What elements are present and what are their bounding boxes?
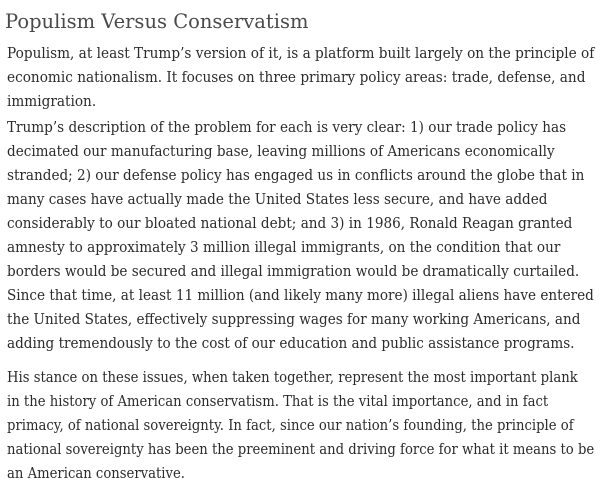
paragraph-line: primacy, of national sovereignty. In fact, since our nation’s founding, the principle of [7, 417, 574, 434]
paragraph-line: Trump’s description of the problem for each is very clear: 1) our trade policy has [7, 119, 567, 136]
paragraph-1 [7, 42, 600, 114]
paragraph-line: His stance on these issues, when taken together, represent the most important plank [7, 369, 578, 386]
paragraph-line: adding tremendously to the cost of our education and public assistance programs. [7, 335, 575, 352]
paragraph-line: decimated our manufacturing base, leaving millions of Americans economically [7, 143, 555, 160]
paragraph-line: economic nationalism. It focuses on three primary policy areas: trade, defense, and [7, 69, 586, 86]
paragraph-2 [7, 116, 600, 356]
paragraph-line: national sovereignty has been the preeminent and driving force for what it means to be [7, 441, 595, 458]
article-heading: Populism Versus Conservatism [5, 10, 309, 33]
paragraph-line: an American conservative. [7, 465, 185, 482]
paragraph-line: Since that time, at least 11 million (and likely many more) illegal aliens have entered [7, 287, 594, 304]
paragraph-3 [7, 366, 600, 486]
paragraph-line: the United States, effectively suppressing wages for many working Americans, and [7, 311, 581, 328]
paragraph-line: amnesty to approximately 3 million illegal immigrants, on the condition that our [7, 239, 561, 256]
paragraph-line: in the history of American conservatism. That is the vital importance, and in fact [7, 393, 549, 410]
paragraph-line: stranded; 2) our defense policy has engaged us in conflicts around the globe that in [7, 167, 585, 184]
paragraph-line: Populism, at least Trump’s version of it, is a platform built largely on the principle of [7, 45, 595, 62]
paragraph-line: considerably to our bloated national debt; and 3) in 1986, Ronald Reagan granted [7, 215, 573, 232]
paragraph-line: many cases have actually made the United States less secure, and have added [7, 191, 548, 208]
paragraph-line: borders would be secured and illegal immigration would be dramatically curtailed. [7, 263, 580, 280]
paragraph-line: immigration. [7, 93, 97, 110]
